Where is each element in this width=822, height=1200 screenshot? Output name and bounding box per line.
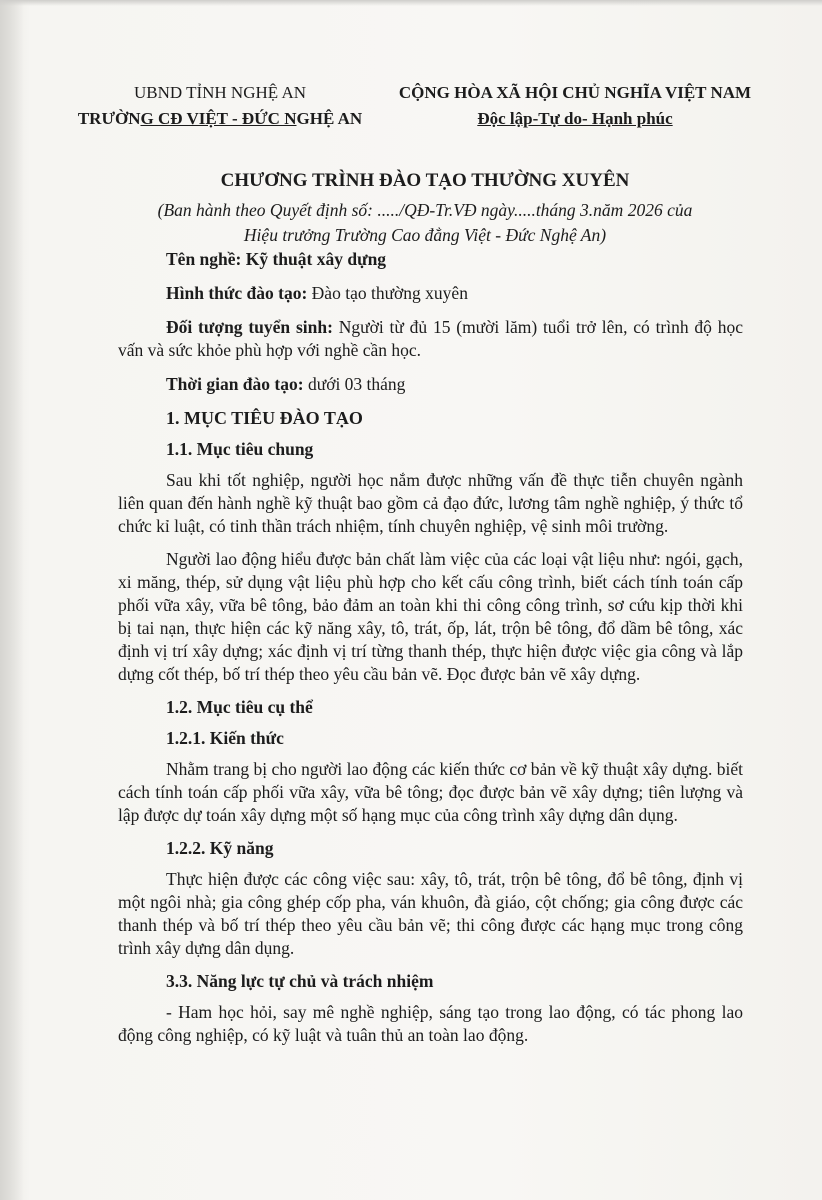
meta-value: Kỹ thuật xây dựng [241,249,387,269]
paragraph-general-1: Sau khi tốt nghiệp, người học nắm được những vấn đề thực tiễn chuyên ngành liên quan đến hành nghề kỹ thuật bao gồm cả đạo đức, lương tâm nghề nghiệp, ý thức tổ chức kỉ luật, có tinh thần trách nhiệm, tính chuyên nghiệp, vệ sinh môi trường. [118,470,743,536]
paragraph-general-2: Người lao động hiểu được bản chất làm việc của các loại vật liệu như: ngói, gạch, xi măng, thép, sử dụng vật liệu phù hợp cho kết cấu công trình, biết cách tính toán cấp phối vữa xây, vữa bê tông, bảo đảm an toàn khi thi công công trình, sơ cứu kịp thời khi bị tai nạn, thực hiện các kỹ năng xây, tô, trát, ốp, lát, trộn bê tông, đổ dầm bê tông, xác định vị trí xây dựng; xác định vị trí từng thanh thép, thực hiện được việc gia công và lắp dựng cốt thép, bố trí thép theo yêu cầu bản vẽ. Đọc được bản vẽ xây dựng. [118,549,743,684]
meta-training-form [166,282,743,305]
section-heading-1-2-2: 1.2.2. Kỹ năng [166,838,274,858]
document-body [118,248,743,1047]
paragraph-knowledge: Nhằm trang bị cho người lao động các kiến thức cơ bản về kỹ thuật xây dựng. biết cách tính toán cấp phối vữa xây, vữa bê tông; đọc được bản vẽ xây dựng; tiên lượng và lập được dự toán xây dựng một số hạng mục của công trình xây dựng dân dụng. [118,759,743,825]
meta-enrollment [118,316,743,362]
national-motto-block [370,80,780,132]
issuer-school [70,106,370,132]
paragraph-skills: Thực hiện được các công việc sau: xây, tô, trát, trộn bê tông, đổ bê tông, định vị một ngôi nhà; gia công ghép cốp pha, ván khuôn, đà giáo, cột chống; gia công được các thanh thép và bố trí thép theo yêu cầu bản vẽ; thi công được các hạng mục trong công trình xây dựng dân dụng. [118,869,743,958]
paragraph-autonomy: - Ham học hỏi, say mê nghề nghiệp, sáng tạo trong lao động, có tác phong lao động công nghiệp, có kỹ luật và tuân thủ an toàn lao động. [118,1002,743,1045]
meta-value: dưới 03 tháng [303,374,406,394]
meta-occupation [166,248,743,271]
document-header [70,80,780,140]
national-motto: Độc lập-Tự do- Hạnh phúc [477,109,673,128]
national-title: CỘNG HÒA XÃ HỘI CHỦ NGHĨA VIỆT NAM [398,83,752,102]
section-heading-1-2-1: 1.2.1. Kiến thức [166,728,284,748]
section-heading-1-1: 1.1. Mục tiêu chung [166,439,314,459]
subtitle-line-1: (Ban hành theo Quyết định số: ...../QĐ-Tr.VĐ ngày.....tháng 3.năm 2026 của [157,200,693,220]
page-edge-shadow [0,0,24,1200]
meta-label: Thời gian đào tạo: [166,374,304,394]
subtitle-line-2: Hiệu trưởng Trường Cao đẳng Việt - Đức Nghệ An) [243,225,607,245]
document-title: CHƯƠNG TRÌNH ĐÀO TẠO THƯỜNG XUYÊN [220,170,630,191]
issuer-block [70,80,370,132]
section-heading-1-2: 1.2. Mục tiêu cụ thể [166,697,313,717]
document-subtitle [70,198,780,248]
meta-duration [166,373,743,396]
issuer-school-part: GHỆ AN [296,109,363,128]
issuer-school-underlined: G CĐ VIỆT - ĐỨC N [140,109,297,128]
issuer-authority: UBND TỈNH NGHỆ AN [133,83,307,102]
section-heading-1: 1. MỤC TIÊU ĐÀO TẠO [166,408,363,428]
meta-label: Tên nghề: [166,249,242,269]
issuer-school-part: TRƯỜN [77,109,141,128]
meta-value: Đào tạo thường xuyên [307,283,468,303]
section-heading-3-3: 3.3. Năng lực tự chủ và trách nhiệm [166,971,434,991]
meta-label: Đối tượng tuyển sinh: [166,317,333,337]
meta-value: Người từ đủ 15 (mười lăm) tuổi trở lên, có trình độ học vấn và sức khỏe phù hợp với nghề cần học. [118,317,743,360]
meta-label: Hình thức đào tạo: [166,283,308,303]
page-top-shadow [0,0,822,6]
